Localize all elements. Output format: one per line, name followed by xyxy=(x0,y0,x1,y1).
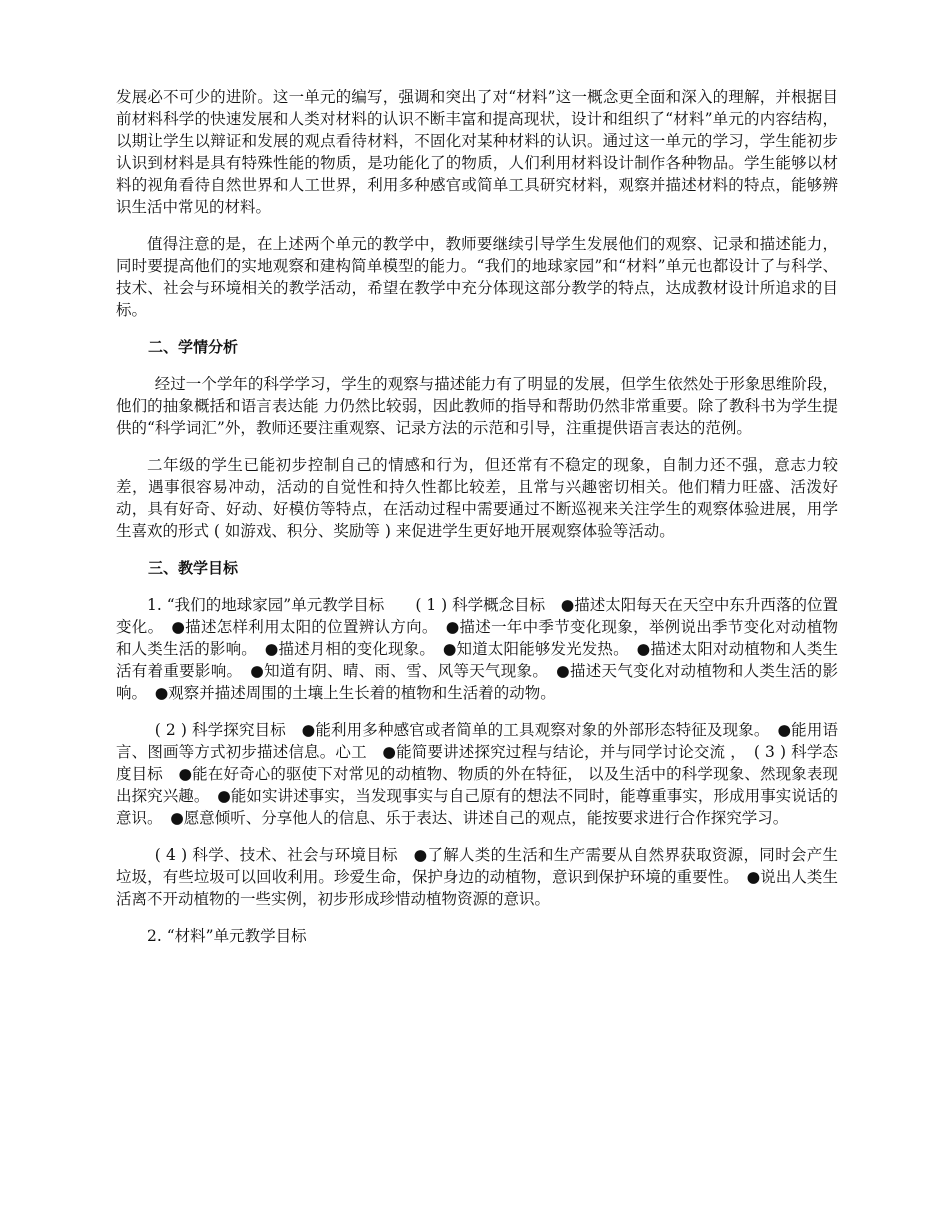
paragraph-stse-goals: ( 4 ) 科学、技术、社会与环境目标 ●了解人类的生活和生产需要从自然界获取资源，同时会产生垃圾，有些垃圾可以回收利用。珍爱生命，保护身边的动植物，意识到保护环境的重要性。 ●说出人类生活离不开动植物的一些实例，初步形成珍惜动植物资源的意识。 xyxy=(116,846,838,908)
document-page xyxy=(116,86,838,962)
paragraph-earth-unit-goals: 1. “我们的地球家园”单元教学目标 ( 1 ) 科学概念目标 ●描述太阳每天在天空中东升西落的位置变化。 ●描述怎样利用太阳的位置辨认方向。 ●描述一年中季节变化现象，举例说出季节变化对动植物和人类生活的影响。 ●描述月相的变化现象。 ●知道太阳能够发光发热。 ●描述太阳对动植物和人类生活有着重要影响。 ●知道有阴、晴、雨、雪、风等天气现象。 ●描述天气变化对动植物和人类生活的影响。 ●观察并描述周围的土壤上生长着的植物和生活着的动物。 xyxy=(116,596,838,702)
paragraph-materials-unit-goals: 2. “材料”单元教学目标 xyxy=(147,927,307,945)
paragraph-inquiry-goals: ( 2 ) 科学探究目标 ●能利用多种感官或者简单的工具观察对象的外部形态特征及现象。 ●能用语言、图画等方式初步描述信息。心工 ●能简要讲述探究过程与结论，并与同学讨论交流 ， ( 3 ) 科学态度目标 ●能在好奇心的驱使下对常见的动植物、物质的外在特征， 以及生活中的科学现象、然现象表现出探究兴趣。 ●能如实讲述事实，当发现事实与自己原有的想法不同时，能尊重事实，形成用事实说话的意识。 ●愿意倾听、分享他人的信息、乐于表达、讲述自己的观点，能按要求进行合作探究学习。 xyxy=(116,721,838,827)
heading-teaching-goals: 三、教学目标 xyxy=(148,559,239,577)
paragraph-learning-analysis-1: 经过一个学年的科学学习，学生的观察与描述能力有了明显的发展，但学生依然处于形象思维阶段，他们的抽象概括和语言表达能 力仍然比较弱，因此教师的指导和帮助仍然非常重要。除了教科书为学生提供的“科学词汇”外，教师还要注重观察、记录方法的示范和引导，注重提供语言表达的范例。 xyxy=(116,375,838,437)
paragraph-learning-analysis-2: 二年级的学生已能初步控制自己的情感和行为，但还常有不稳定的现象，自制力还不强，意志力较差，遇事很容易冲动，活动的自觉性和持久性都比较差，且常与兴趣密切相关。他们精力旺盛、活泼好动，具有好奇、好动、好模仿等特点，在活动过程中需要通过不断巡视来关注学生的观察体验进展，用学生喜欢的形式 ( 如游戏、积分、奖励等 ) 来促进学生更好地开展观察体验等活动。 xyxy=(116,456,838,540)
paragraph-teaching-note: 值得注意的是，在上述两个单元的教学中，教师要继续引导学生发展他们的观察、记录和描述能力，同时要提高他们的实地观察和建构简单模型的能力。“我们的地球家园”和“材料”单元也都设计了与科学、技术、社会与环境相关的教学活动，希望在教学中充分体现这部分教学的特点，达成教材设计所追求的目标。 xyxy=(116,235,838,319)
paragraph-materials-unit-intro: 发展必不可少的进阶。这一单元的编写，强调和突出了对“材料”这一概念更全面和深入的理解，并根据目前材料科学的快速发展和人类对材料的认识不断丰富和提高现状，设计和组织了“材料”单元的内容结构，以期让学生以辩证和发展的观点看待材料，不固化对某种材料的认识。通过这一单元的学习，学生能初步认识到材料是具有特殊性能的物质，是功能化了的物质，人们利用材料设计制作各种物品。学生能够以材料的视角看待自然世界和人工世界，利用多种感官或简单工具研究材料，观察并描述材料的特点，能够辨识生活中常见的材料。 xyxy=(116,88,838,216)
heading-learning-analysis: 二、学情分析 xyxy=(148,338,239,356)
